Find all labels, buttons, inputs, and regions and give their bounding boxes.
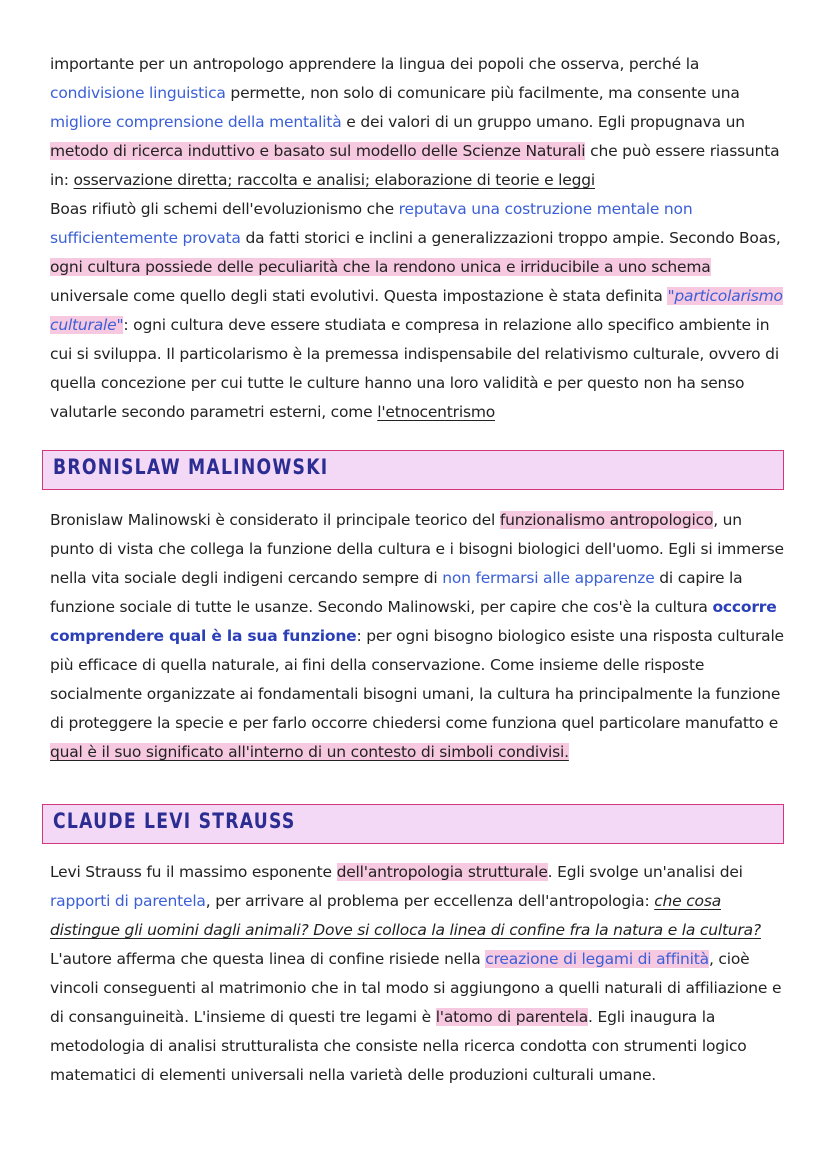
text-segment: : ogni cultura deve essere studiata e compresa in relazione allo specifico ambiente in cui si sviluppa. Il particolarismo è la premessa indispensabile del relativismo culturale, ovvero di quella concezione per cui tutte le culture hanno una loro validità e per questo non ha senso valutarle secondo parametri esterni, come xyxy=(50,316,779,421)
text-segment: . Egli inaugura la metodologia di analisi strutturalista che consiste nella ricerca condotta con strumenti logico matematici di elementi universali nella varietà delle produzioni culturali umane. xyxy=(50,1008,747,1084)
text-segment: , per arrivare al problema per eccellenza dell'antropologia: xyxy=(205,892,655,910)
text-segment: permette, non solo di comunicare più facilmente, ma consente una xyxy=(225,84,740,102)
blue-text: condivisione linguistica xyxy=(50,84,226,102)
highlighted-quote: "particolarismo culturale" xyxy=(50,287,783,334)
highlighted-text: metodo di ricerca induttivo e basato sul modello delle Scienze Naturali xyxy=(50,142,586,160)
blue-text: rapporti di parentela xyxy=(50,892,206,910)
text-segment: , un punto di vista che collega la funzione della cultura e i bisogni biologici dell'uomo. Egli si immerse nella vita sociale degli indigeni cercando sempre di xyxy=(50,511,784,587)
text-segment: : per ogni bisogno biologico esiste una risposta culturale più efficace di quella naturale, ai fini della conservazione. Come insieme delle risposte socialmente organizzate ai fondamentali bisogni umani, la cultura ha principalmente la funzione di proteggere la specie e per farlo occorre chiedersi come funziona quel particolare manufatto e xyxy=(50,627,784,732)
text-segment: universale come quello degli stati evolutivi. Questa impostazione è stata definita xyxy=(50,287,668,305)
text-segment: di capire la funzione sociale di tutte le usanze. Secondo Malinowski, per capire che cos'è la cultura xyxy=(50,569,743,616)
section-title: BRONISLAW MALINOWSKI xyxy=(53,455,329,479)
blue-text: reputava una costruzione mentale non sufficientemente provata xyxy=(50,200,693,247)
blue-text: non fermarsi alle apparenze xyxy=(442,569,655,587)
paragraph-boas-intro xyxy=(50,50,790,195)
highlighted-text: dell'antropologia strutturale xyxy=(336,863,548,881)
blue-text: migliore comprensione della mentalità xyxy=(50,113,342,131)
section-heading-levi-strauss xyxy=(42,804,784,844)
text-segment: , cioè vincoli conseguenti al matrimonio che in tal modo si aggiungono a quelli naturali di affiliazione e di consanguineità. L'insieme di questi tre legami è xyxy=(50,950,782,1026)
section-title: CLAUDE LEVI STRAUSS xyxy=(53,809,296,833)
paragraph-malinowski xyxy=(50,506,790,767)
highlighted-text: l'atomo di parentela xyxy=(435,1008,589,1026)
highlighted-text: funzionalismo antropologico xyxy=(499,511,714,529)
text-segment: Levi Strauss fu il massimo esponente xyxy=(50,863,337,881)
section-heading-malinowski xyxy=(42,450,784,490)
text-segment: Bronislaw Malinowski è considerato il principale teorico del xyxy=(50,511,500,529)
bold-blue-text: occorre comprendere qual è la sua funzione xyxy=(50,598,777,645)
text-segment: . Egli svolge un'analisi dei xyxy=(547,863,743,881)
paragraph-levi-strauss xyxy=(50,858,790,1090)
highlighted-underlined-text: qual è il suo significato all'interno di un contesto di simboli condivisi. xyxy=(50,743,569,761)
text-segment: e dei valori di un gruppo umano. Egli propugnava un xyxy=(341,113,745,131)
underlined-text: osservazione diretta; raccolta e analisi; elaborazione di teorie e leggi xyxy=(73,171,596,189)
text-segment: Boas rifiutò gli schemi dell'evoluzionismo che xyxy=(50,200,399,218)
highlighted-text: ogni cultura possiede delle peculiarità che la rendono unica e irriducibile a uno schema xyxy=(50,258,711,276)
text-segment: importante per un antropologo apprendere la lingua dei popoli che osserva, perché la xyxy=(50,55,700,73)
highlighted-blue-text: creazione di legami di affinità xyxy=(485,950,709,968)
underlined-text: l'etnocentrismo xyxy=(377,403,496,421)
paragraph-boas xyxy=(50,195,790,427)
text-segment: L'autore afferma che questa linea di confine risiede nella xyxy=(50,950,486,968)
text-segment: da fatti storici e inclini a generalizzazioni troppo ampie. Secondo Boas, xyxy=(240,229,781,247)
underlined-question: che cosa distingue gli uomini dagli animali? Dove si colloca la linea di confine fra la natura e la cultura? xyxy=(50,892,761,939)
text-segment: che può essere riassunta in: xyxy=(50,142,780,189)
